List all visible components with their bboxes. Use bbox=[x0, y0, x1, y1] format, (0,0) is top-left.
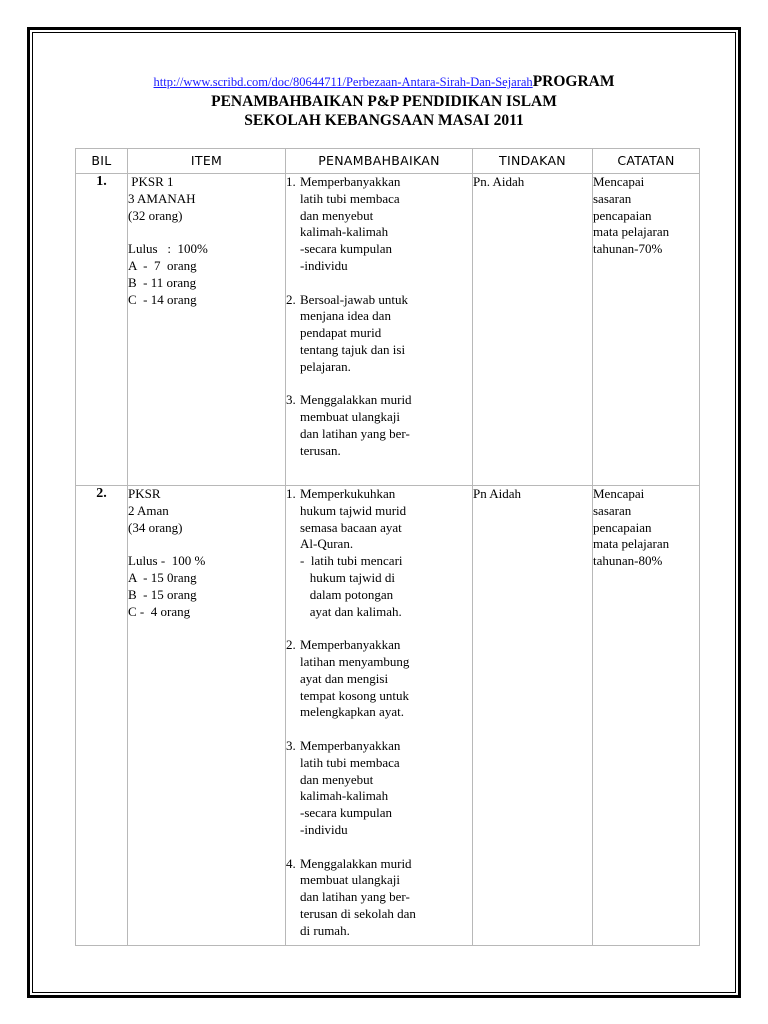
step-number: 2. bbox=[286, 291, 296, 307]
step-line: latihan menyambung bbox=[300, 653, 410, 669]
list-item bbox=[286, 392, 472, 459]
title-program: PROGRAM bbox=[532, 73, 615, 90]
catatan-line: sasaran bbox=[593, 190, 632, 206]
step-line: Memperbanyakkan bbox=[300, 737, 401, 753]
catatan-line: pencapaian bbox=[593, 519, 652, 535]
item-line bbox=[128, 224, 285, 241]
catatan-line: mata pelajaran bbox=[593, 224, 670, 240]
list-item bbox=[286, 292, 472, 376]
step-line: Bersoal-jawab untuk bbox=[300, 291, 408, 307]
step-line: latih tubi membaca bbox=[300, 190, 400, 206]
item-line: A - 15 0rang bbox=[128, 569, 197, 585]
catatan-line: sasaran bbox=[593, 502, 632, 518]
step-line: hukum tajwid murid bbox=[300, 502, 407, 518]
step-line: melengkapkan ayat. bbox=[300, 704, 404, 720]
table-row bbox=[76, 174, 700, 486]
list-item bbox=[286, 637, 472, 721]
col-header-bil: BIL bbox=[76, 149, 128, 174]
step-line: dan menyebut bbox=[300, 771, 374, 787]
step-line: Menggalakkan murid bbox=[300, 855, 412, 871]
cell-item bbox=[128, 174, 286, 486]
step-line: hukum tajwid di bbox=[300, 569, 395, 585]
item-line: Lulus - 100 % bbox=[128, 553, 206, 569]
col-header-tindakan: TINDAKAN bbox=[473, 149, 593, 174]
step-number: 3. bbox=[286, 737, 296, 753]
list-item bbox=[286, 174, 472, 275]
step-line: Al-Quran. bbox=[300, 536, 354, 552]
step-line: pelajaran. bbox=[300, 358, 351, 374]
header-line-1 bbox=[60, 72, 708, 92]
item-line: (34 orang) bbox=[128, 519, 183, 535]
table-header-row bbox=[76, 149, 700, 174]
item-line: C - 4 orang bbox=[128, 603, 191, 619]
item-line: Lulus : 100% bbox=[128, 241, 208, 257]
improvement-steps bbox=[286, 174, 472, 460]
col-header-catatan: CATATAN bbox=[593, 149, 700, 174]
cell-catatan bbox=[593, 174, 700, 486]
cell-bil: 1. bbox=[76, 174, 128, 486]
col-header-penambahbaikan: PENAMBAHBAIKAN bbox=[286, 149, 473, 174]
step-line: dan latihan yang ber- bbox=[300, 425, 410, 441]
list-item bbox=[286, 738, 472, 839]
step-number: 4. bbox=[286, 855, 296, 871]
step-number: 2. bbox=[286, 637, 296, 653]
catatan-line: Mencapai bbox=[593, 174, 645, 189]
list-item bbox=[286, 486, 472, 620]
cell-bil: 2. bbox=[76, 486, 128, 946]
improvement-steps bbox=[286, 486, 472, 940]
item-line bbox=[128, 536, 285, 553]
step-line: Memperbanyakkan bbox=[300, 637, 401, 653]
step-line: tempat kosong untuk bbox=[300, 687, 410, 703]
item-line: 2 Aman bbox=[128, 502, 169, 518]
step-line: terusan. bbox=[300, 442, 341, 458]
source-link[interactable]: http://www.scribd.com/doc/80644711/Perbezaan-Antara-Sirah-Dan-Sejarah bbox=[153, 75, 533, 89]
step-line: - latih tubi mencari bbox=[300, 553, 403, 569]
title-line-2: PENAMBAHBAIKAN P&P PENDIDIKAN ISLAM bbox=[211, 93, 557, 110]
step-line: terusan di sekolah dan bbox=[300, 905, 416, 921]
table-row bbox=[76, 486, 700, 946]
cell-penambahbaikan bbox=[286, 486, 473, 946]
step-line: -secara kumpulan bbox=[300, 241, 393, 257]
step-line: ayat dan mengisi bbox=[300, 670, 389, 686]
item-line: 3 AMANAH bbox=[128, 190, 196, 206]
step-line: ayat dan kalimah. bbox=[300, 603, 402, 619]
step-line: semasa bacaan ayat bbox=[300, 519, 402, 535]
step-line: -individu bbox=[300, 821, 348, 837]
step-line: latih tubi membaca bbox=[300, 754, 400, 770]
step-line: -individu bbox=[300, 257, 348, 273]
step-number: 1. bbox=[286, 486, 296, 501]
step-line: pendapat murid bbox=[300, 325, 382, 341]
step-line: Menggalakkan murid bbox=[300, 392, 412, 408]
item-line: (32 orang) bbox=[128, 207, 183, 223]
cell-catatan bbox=[593, 486, 700, 946]
cell-tindakan: Pn Aidah bbox=[473, 486, 593, 946]
catatan-line: tahunan-80% bbox=[593, 553, 663, 569]
item-line: B - 11 orang bbox=[128, 274, 197, 290]
step-line: di rumah. bbox=[300, 922, 350, 938]
step-line: dan latihan yang ber- bbox=[300, 889, 410, 905]
catatan-line: pencapaian bbox=[593, 207, 652, 223]
step-number: 1. bbox=[286, 174, 296, 189]
cell-tindakan: Pn. Aidah bbox=[473, 174, 593, 486]
cell-penambahbaikan bbox=[286, 174, 473, 486]
step-line: kalimah-kalimah bbox=[300, 788, 389, 804]
cell-item bbox=[128, 486, 286, 946]
item-line: B - 15 orang bbox=[128, 586, 197, 602]
step-line: membuat ulangkaji bbox=[300, 872, 401, 888]
step-line: kalimah-kalimah bbox=[300, 224, 389, 240]
item-line: PKSR bbox=[128, 486, 161, 501]
catatan-line: tahunan-70% bbox=[593, 241, 663, 257]
step-line: Memperkukuhkan bbox=[300, 486, 396, 501]
catatan-line: Mencapai bbox=[593, 486, 645, 501]
step-line: dan menyebut bbox=[300, 207, 374, 223]
step-line: Memperbanyakkan bbox=[300, 174, 401, 189]
title-line-3: SEKOLAH KEBANGSAAN MASAI 2011 bbox=[244, 112, 524, 129]
item-line: A - 7 orang bbox=[128, 257, 197, 273]
step-number: 3. bbox=[286, 392, 296, 408]
step-line: membuat ulangkaji bbox=[300, 409, 401, 425]
item-line: C - 14 orang bbox=[128, 291, 197, 307]
improvement-table bbox=[75, 148, 700, 946]
step-line: menjana idea dan bbox=[300, 308, 391, 324]
document-header bbox=[60, 72, 708, 130]
catatan-line: mata pelajaran bbox=[593, 536, 670, 552]
step-line: tentang tajuk dan isi bbox=[300, 341, 406, 357]
list-item bbox=[286, 856, 472, 940]
step-line: -secara kumpulan bbox=[300, 805, 393, 821]
col-header-item: ITEM bbox=[128, 149, 286, 174]
step-line: dalam potongan bbox=[300, 586, 394, 602]
item-line: PKSR 1 bbox=[128, 174, 174, 189]
